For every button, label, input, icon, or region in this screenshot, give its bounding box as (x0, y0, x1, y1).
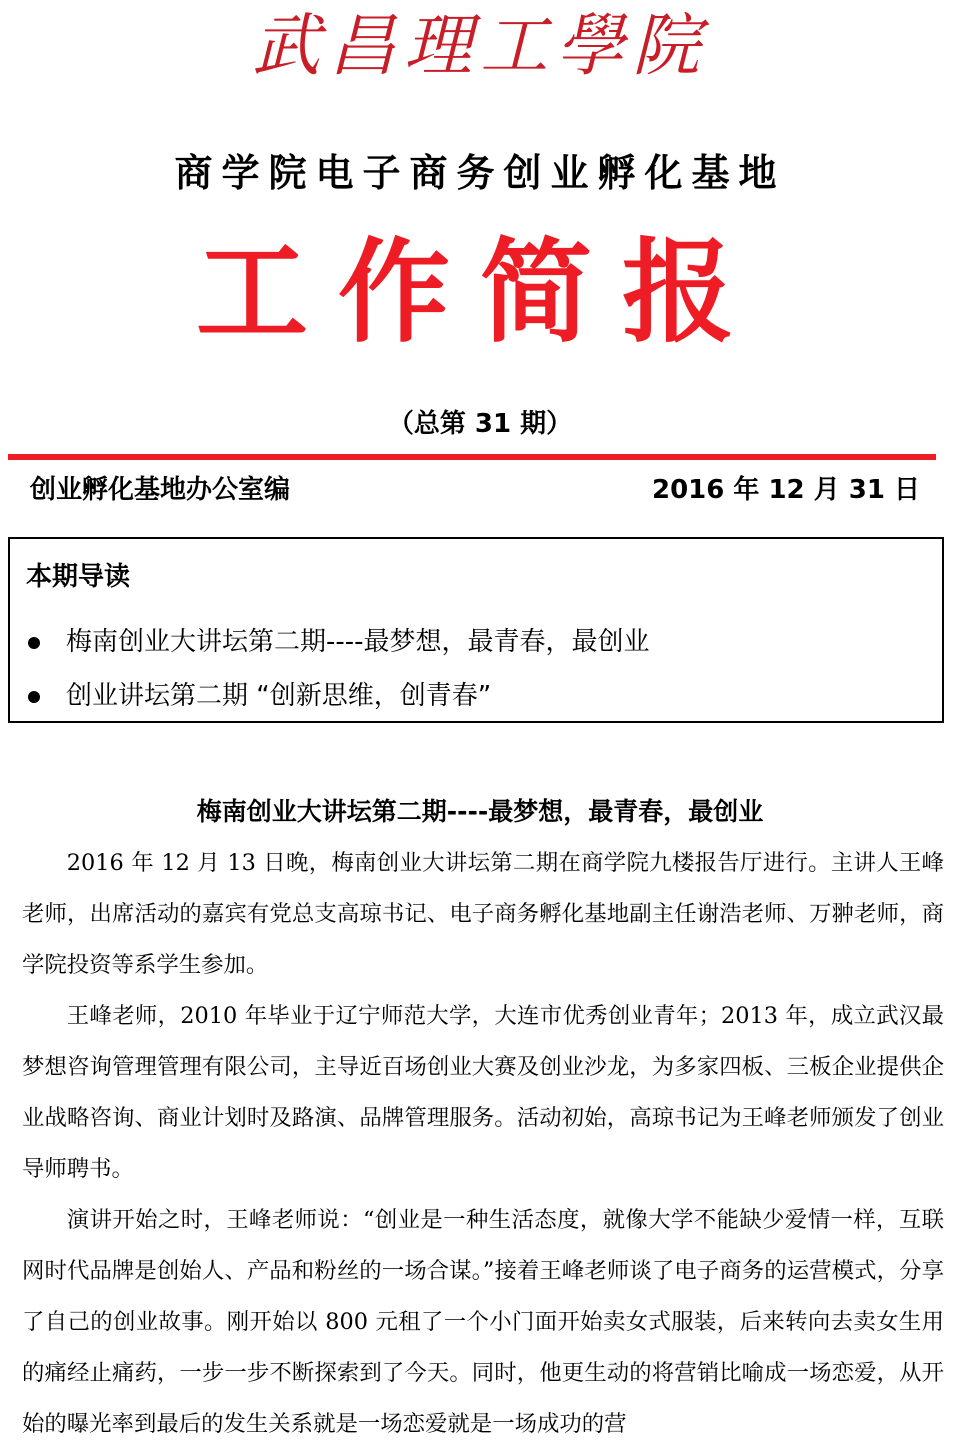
editor-line: 创业孵化基地办公室编 (30, 475, 291, 505)
toc-item-text: 梅南创业大讲坛第二期----最梦想，最青春，最创业 (66, 627, 650, 657)
bulletin-title: 工作简报 (196, 228, 764, 358)
article-title: 梅南创业大讲坛第二期----最梦想，最青春，最创业 (196, 797, 764, 826)
base-subtitle: 商学院电子商务创业孵化基地 (174, 151, 786, 195)
bullet-icon (28, 637, 40, 649)
toc-heading: 本期导读 (26, 562, 131, 592)
issue-number: （总第 31 期） (387, 409, 573, 439)
table-of-contents (8, 537, 944, 723)
red-divider (8, 454, 936, 460)
toc-item (28, 622, 650, 662)
bullet-icon (28, 691, 40, 703)
article-paragraph: 王峰老师，2010 年毕业于辽宁师范大学，大连市优秀创业青年；2013 年，成立武汉最梦想咨询管理管理有限公司，主导近百场创业大赛及创业沙龙，为多家四板、三板企业提供企业战略咨询、商业计划时及路演、品牌管理服务。活动初始，高琼书记为王峰老师颁发了创业导师聘书。 (22, 1003, 944, 1182)
school-logo: 武昌理工學院 (251, 7, 708, 86)
article-body (22, 838, 944, 1450)
article-paragraph: 演讲开始之时，王峰老师说：“创业是一种生活态度，就像大学不能缺少爱情一样，互联网时代品牌是创始人、产品和粉丝的一场合谋。”接着王峰老师谈了电子商务的运营模式，分享了自己的创业故事。刚开始以 800 元租了一个小门面开始卖女式服装，后来转向去卖女生用的痛经止痛药，一步一步不断探索到了今天。同时，他更生动的将营销比喻成一场恋爱，从开始的曝光率到最后的发生关系就是一场恋爱就是一场成功的营 (22, 1207, 944, 1437)
toc-item-text: 创业讲坛第二期 “创新思维，创青春” (66, 681, 492, 711)
article-paragraph: 2016 年 12 月 13 日晚，梅南创业大讲坛第二期在商学院九楼报告厅进行。主讲人王峰老师，出席活动的嘉宾有党总支高琼书记、电子商务孵化基地副主任谢浩老师、万翀老师，商学院投资等系学生参加。 (22, 850, 944, 978)
publish-date: 2016 年 12 月 31 日 (652, 475, 920, 505)
toc-item (28, 676, 491, 716)
